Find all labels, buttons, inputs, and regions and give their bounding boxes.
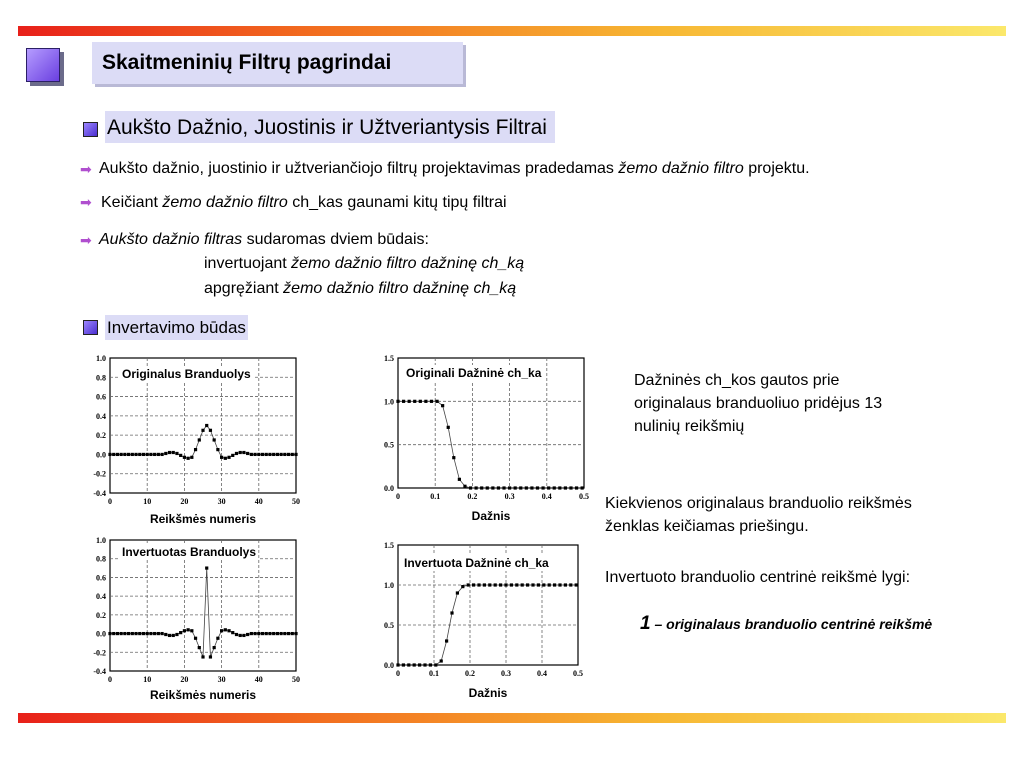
- x-tick-label: 0.3: [501, 669, 511, 678]
- bullet-2-emph: žemo dažnio filtro: [162, 194, 288, 211]
- data-point: [480, 486, 483, 489]
- data-point: [525, 486, 528, 489]
- bottom-gradient-bar: [18, 713, 1006, 723]
- y-tick-label: -0.4: [93, 489, 106, 498]
- chart-original-kernel: [88, 350, 308, 530]
- data-point: [294, 453, 297, 456]
- x-tick-label: 30: [217, 497, 226, 506]
- data-point: [396, 400, 399, 403]
- data-point: [116, 453, 119, 456]
- data-point: [153, 632, 156, 635]
- data-point: [239, 451, 242, 454]
- data-point: [231, 454, 234, 457]
- data-point: [246, 633, 249, 636]
- data-point: [257, 453, 260, 456]
- data-point: [553, 486, 556, 489]
- y-tick-label: -0.2: [93, 469, 106, 479]
- bullet-3-emph: Aukšto dažnio filtras: [99, 231, 243, 248]
- data-point: [250, 632, 253, 635]
- data-point: [268, 632, 271, 635]
- data-point: [146, 632, 149, 635]
- data-point: [491, 486, 494, 489]
- x-tick-label: 0: [396, 669, 400, 678]
- data-point: [131, 632, 134, 635]
- data-point: [463, 485, 466, 488]
- data-point: [477, 583, 480, 586]
- data-point: [283, 632, 286, 635]
- data-point: [168, 634, 171, 637]
- data-point: [205, 566, 208, 569]
- data-point: [276, 453, 279, 456]
- formula-text: – originalaus branduolio centrinė reikšmė: [650, 616, 933, 632]
- data-point: [235, 452, 238, 455]
- data-point: [280, 632, 283, 635]
- data-point: [434, 663, 437, 666]
- x-tick-label: 0.5: [573, 669, 583, 678]
- data-point: [531, 583, 534, 586]
- data-point: [209, 655, 212, 658]
- data-point: [138, 632, 141, 635]
- note-center-value: Invertuoto branduolio centrinė reikšmė lygi:: [605, 569, 911, 586]
- arrow-bullet-icon: ➡: [80, 194, 92, 210]
- x-tick-label: 0.2: [465, 669, 475, 678]
- data-point: [429, 663, 432, 666]
- data-point: [291, 632, 294, 635]
- data-point: [450, 611, 453, 614]
- data-point: [265, 632, 268, 635]
- data-point: [575, 486, 578, 489]
- data-point: [138, 453, 141, 456]
- data-point: [452, 456, 455, 459]
- y-tick-label: 1.0: [96, 354, 106, 363]
- bullet-3-sub-2: [204, 280, 516, 298]
- sub-2-text: apgręžiant: [204, 280, 284, 297]
- data-point: [261, 632, 264, 635]
- data-point: [220, 456, 223, 459]
- data-point: [216, 448, 219, 451]
- data-point: [483, 583, 486, 586]
- x-tick-label: 0.3: [504, 492, 515, 501]
- data-point: [227, 456, 230, 459]
- sub-2-emph: žemo dažnio filtro dažninę ch_ką: [283, 280, 517, 297]
- data-point: [558, 583, 561, 586]
- chart-title: Originalus Branduolys: [122, 367, 251, 381]
- note-sign-change: [605, 492, 912, 538]
- data-point: [227, 629, 230, 632]
- section-bullet-icon: [83, 320, 98, 335]
- arrow-bullet-icon: ➡: [80, 161, 92, 177]
- y-tick-label: 1.0: [384, 397, 394, 407]
- data-point: [280, 453, 283, 456]
- data-point: [486, 486, 489, 489]
- data-point: [581, 486, 584, 489]
- data-point: [179, 454, 182, 457]
- y-tick-label: 0.5: [384, 621, 394, 630]
- data-point: [530, 486, 533, 489]
- y-tick-label: 0.8: [96, 373, 106, 383]
- x-tick-label: 20: [180, 675, 189, 684]
- data-point: [201, 429, 204, 432]
- data-point: [276, 632, 279, 635]
- x-tick-label: 0.1: [429, 669, 439, 678]
- data-point: [283, 453, 286, 456]
- data-point: [127, 632, 130, 635]
- bullet-2-text: Keičiant: [101, 194, 163, 211]
- data-point: [213, 438, 216, 441]
- data-point: [497, 486, 500, 489]
- x-tick-label: 0.2: [467, 492, 478, 501]
- data-point: [190, 456, 193, 459]
- data-point: [175, 452, 178, 455]
- data-point: [291, 453, 294, 456]
- data-point: [242, 634, 245, 637]
- data-point: [187, 628, 190, 631]
- data-point: [108, 632, 111, 635]
- data-point: [187, 457, 190, 460]
- section-heading-2: Invertavimo būdas: [105, 315, 248, 340]
- data-point: [235, 633, 238, 636]
- chart-title: Invertuotas Branduolys: [122, 545, 257, 559]
- data-point: [123, 632, 126, 635]
- data-point: [112, 453, 115, 456]
- data-point: [548, 583, 551, 586]
- arrow-bullet-icon: ➡: [80, 232, 92, 248]
- data-point: [424, 400, 427, 403]
- data-point: [287, 632, 290, 635]
- data-point: [504, 583, 507, 586]
- data-point: [396, 663, 399, 666]
- y-tick-label: 1.0: [96, 536, 106, 545]
- data-point: [456, 591, 459, 594]
- data-point: [201, 655, 204, 658]
- data-point: [123, 453, 126, 456]
- data-point: [146, 453, 149, 456]
- x-tick-label: 10: [143, 497, 152, 506]
- data-point: [430, 400, 433, 403]
- x-tick-label: 40: [254, 497, 263, 506]
- data-point: [120, 453, 123, 456]
- y-tick-label: -0.2: [93, 648, 106, 658]
- data-point: [542, 583, 545, 586]
- data-point: [134, 632, 137, 635]
- data-point: [521, 583, 524, 586]
- x-tick-label: 30: [217, 675, 226, 684]
- data-point: [209, 429, 212, 432]
- data-point: [287, 453, 290, 456]
- chart-title: Originali Dažninė ch_ka: [406, 366, 542, 380]
- x-tick-label: 50: [292, 497, 300, 506]
- y-tick-label: 0.0: [384, 661, 394, 670]
- note-2-line-2: ženklas keičiamas priešingu.: [605, 518, 809, 535]
- data-point: [142, 453, 145, 456]
- data-point: [564, 486, 567, 489]
- data-point: [108, 453, 111, 456]
- data-point: [179, 631, 182, 634]
- y-tick-label: 1.0: [384, 581, 394, 590]
- data-point: [447, 426, 450, 429]
- data-point: [112, 632, 115, 635]
- y-tick-label: 0.6: [96, 573, 106, 583]
- data-point: [402, 663, 405, 666]
- data-point: [413, 400, 416, 403]
- data-point: [435, 400, 438, 403]
- section-heading: Aukšto Dažnio, Juostinis ir Užtveriantysis Filtrai: [105, 111, 555, 143]
- bullet-1-end: projektu.: [743, 160, 810, 177]
- y-tick-label: 0.0: [96, 629, 106, 639]
- data-point: [514, 486, 517, 489]
- y-tick-label: 0.0: [96, 450, 106, 460]
- data-point: [253, 453, 256, 456]
- data-point: [127, 453, 130, 456]
- data-point: [194, 637, 197, 640]
- data-point: [198, 438, 201, 441]
- data-point: [205, 424, 208, 427]
- section-bullet-icon: [83, 122, 98, 137]
- data-point: [116, 632, 119, 635]
- data-point: [134, 453, 137, 456]
- data-point: [172, 634, 175, 637]
- data-point: [536, 486, 539, 489]
- x-tick-label: 10: [143, 675, 152, 684]
- data-point: [407, 663, 410, 666]
- y-tick-label: -0.4: [93, 667, 106, 676]
- data-point: [547, 486, 550, 489]
- data-point: [502, 486, 505, 489]
- data-point: [419, 400, 422, 403]
- data-point: [558, 486, 561, 489]
- data-point: [441, 404, 444, 407]
- y-tick-label: 0.4: [96, 411, 106, 421]
- data-point: [508, 486, 511, 489]
- data-point: [220, 629, 223, 632]
- y-tick-label: 0.0: [384, 484, 394, 493]
- data-point: [499, 583, 502, 586]
- data-point: [216, 637, 219, 640]
- data-point: [268, 453, 271, 456]
- data-point: [265, 453, 268, 456]
- data-point: [294, 632, 297, 635]
- data-point: [198, 646, 201, 649]
- x-tick-label: 40: [254, 675, 263, 684]
- data-point: [164, 633, 167, 636]
- data-point: [153, 453, 156, 456]
- data-point: [418, 663, 421, 666]
- data-point: [475, 486, 478, 489]
- data-point: [408, 400, 411, 403]
- data-point: [575, 583, 578, 586]
- note-1-line-1: Dažninės ch_kos gautos prie: [634, 372, 840, 389]
- data-point: [515, 583, 518, 586]
- chart-title: Invertuota Dažninė ch_ka: [404, 556, 549, 570]
- y-tick-label: 0.5: [384, 440, 394, 450]
- data-point: [120, 632, 123, 635]
- data-point: [413, 663, 416, 666]
- bullet-3-text: sudaromas dviem būdais:: [242, 231, 429, 248]
- bullet-line-2: [101, 194, 507, 212]
- x-tick-label: 0: [108, 675, 112, 684]
- y-tick-label: 1.5: [384, 354, 394, 363]
- top-gradient-bar: [18, 26, 1006, 36]
- title-box: [92, 42, 463, 84]
- bullet-3-sub-1: [204, 255, 524, 273]
- data-point: [157, 632, 160, 635]
- x-tick-label: 0.1: [430, 492, 441, 501]
- data-point: [440, 659, 443, 662]
- y-tick-label: 0.6: [96, 392, 106, 402]
- x-tick-label: 0.4: [541, 492, 552, 501]
- data-point: [488, 583, 491, 586]
- data-point: [149, 632, 152, 635]
- data-point: [183, 629, 186, 632]
- data-point: [157, 453, 160, 456]
- data-point: [564, 583, 567, 586]
- x-axis-label: Reikšmės numeris: [149, 512, 257, 526]
- data-point: [494, 583, 497, 586]
- data-point: [160, 453, 163, 456]
- x-tick-label: 20: [180, 497, 189, 506]
- data-point: [472, 583, 475, 586]
- data-point: [272, 632, 275, 635]
- sub-1-emph: žemo dažnio filtro dažninę ch_ką: [291, 255, 525, 272]
- x-tick-label: 50: [292, 675, 300, 684]
- data-point: [569, 583, 572, 586]
- data-point: [257, 632, 260, 635]
- data-point: [445, 639, 448, 642]
- bullet-2-end: ch_kas gaunami kitų tipų filtrai: [287, 194, 507, 211]
- data-point: [261, 453, 264, 456]
- data-point: [458, 478, 461, 481]
- bullet-1-text: Aukšto dažnio, juostinio ir užtverianči​ojo filtrų projektavimas pradedamas: [99, 160, 619, 177]
- note-zero-padding: [634, 369, 882, 438]
- data-point: [190, 629, 193, 632]
- data-point: [168, 451, 171, 454]
- x-tick-label: 0.4: [537, 669, 547, 678]
- data-point: [213, 646, 216, 649]
- data-point: [253, 632, 256, 635]
- y-tick-label: 0.2: [96, 610, 106, 620]
- y-tick-label: 0.8: [96, 554, 106, 564]
- y-tick-label: 0.4: [96, 592, 106, 602]
- data-point: [541, 486, 544, 489]
- data-point: [526, 583, 529, 586]
- data-point: [537, 583, 540, 586]
- data-point: [194, 448, 197, 451]
- data-point: [461, 585, 464, 588]
- chart-inverted-frequency: [352, 540, 592, 702]
- note-1-line-3: nulinių reikšmių: [634, 418, 745, 435]
- note-2-line-1: Kiekvienos originalaus branduolio reikšmės: [605, 495, 912, 512]
- x-axis-label: Reikšmės numeris: [149, 688, 257, 702]
- note-center-formula: [640, 612, 932, 636]
- y-tick-label: 0.2: [96, 431, 106, 441]
- bullet-line-1: [99, 160, 810, 178]
- data-point: [149, 453, 152, 456]
- x-tick-label: 0.5: [579, 492, 589, 501]
- x-tick-label: 0: [396, 492, 400, 501]
- data-point: [272, 453, 275, 456]
- formula-number: 1: [640, 613, 651, 634]
- data-point: [131, 453, 134, 456]
- data-point: [183, 456, 186, 459]
- chart-inverted-kernel: [88, 533, 308, 705]
- x-axis-label: Dažnis: [468, 686, 508, 700]
- sub-1-text: invertuojant: [204, 255, 292, 272]
- data-point: [569, 486, 572, 489]
- data-point: [224, 628, 227, 631]
- note-1-line-2: originalaus branduoliuo pridėjus 13: [634, 395, 883, 412]
- bullet-line-3: [99, 231, 429, 249]
- data-point: [519, 486, 522, 489]
- data-point: [402, 400, 405, 403]
- data-point: [553, 583, 556, 586]
- data-point: [510, 583, 513, 586]
- data-point: [246, 452, 249, 455]
- data-point: [224, 457, 227, 460]
- data-point: [231, 631, 234, 634]
- y-tick-label: 1.5: [384, 541, 394, 550]
- data-point: [467, 583, 470, 586]
- data-point: [423, 663, 426, 666]
- data-point: [160, 632, 163, 635]
- data-point: [242, 451, 245, 454]
- chart-original-frequency: [352, 350, 592, 525]
- x-axis-label: Dažnis: [471, 509, 511, 523]
- data-point: [250, 453, 253, 456]
- slide-logo-square: [26, 48, 60, 82]
- data-point: [142, 632, 145, 635]
- x-tick-label: 0: [108, 497, 112, 506]
- data-point: [172, 451, 175, 454]
- data-point: [164, 452, 167, 455]
- slide-title: Skaitmeninių Filtrų pagrindai: [102, 51, 392, 74]
- data-point: [239, 634, 242, 637]
- data-point: [469, 486, 472, 489]
- data-point: [175, 633, 178, 636]
- bullet-1-emph: žemo dažnio filtro: [618, 160, 744, 177]
